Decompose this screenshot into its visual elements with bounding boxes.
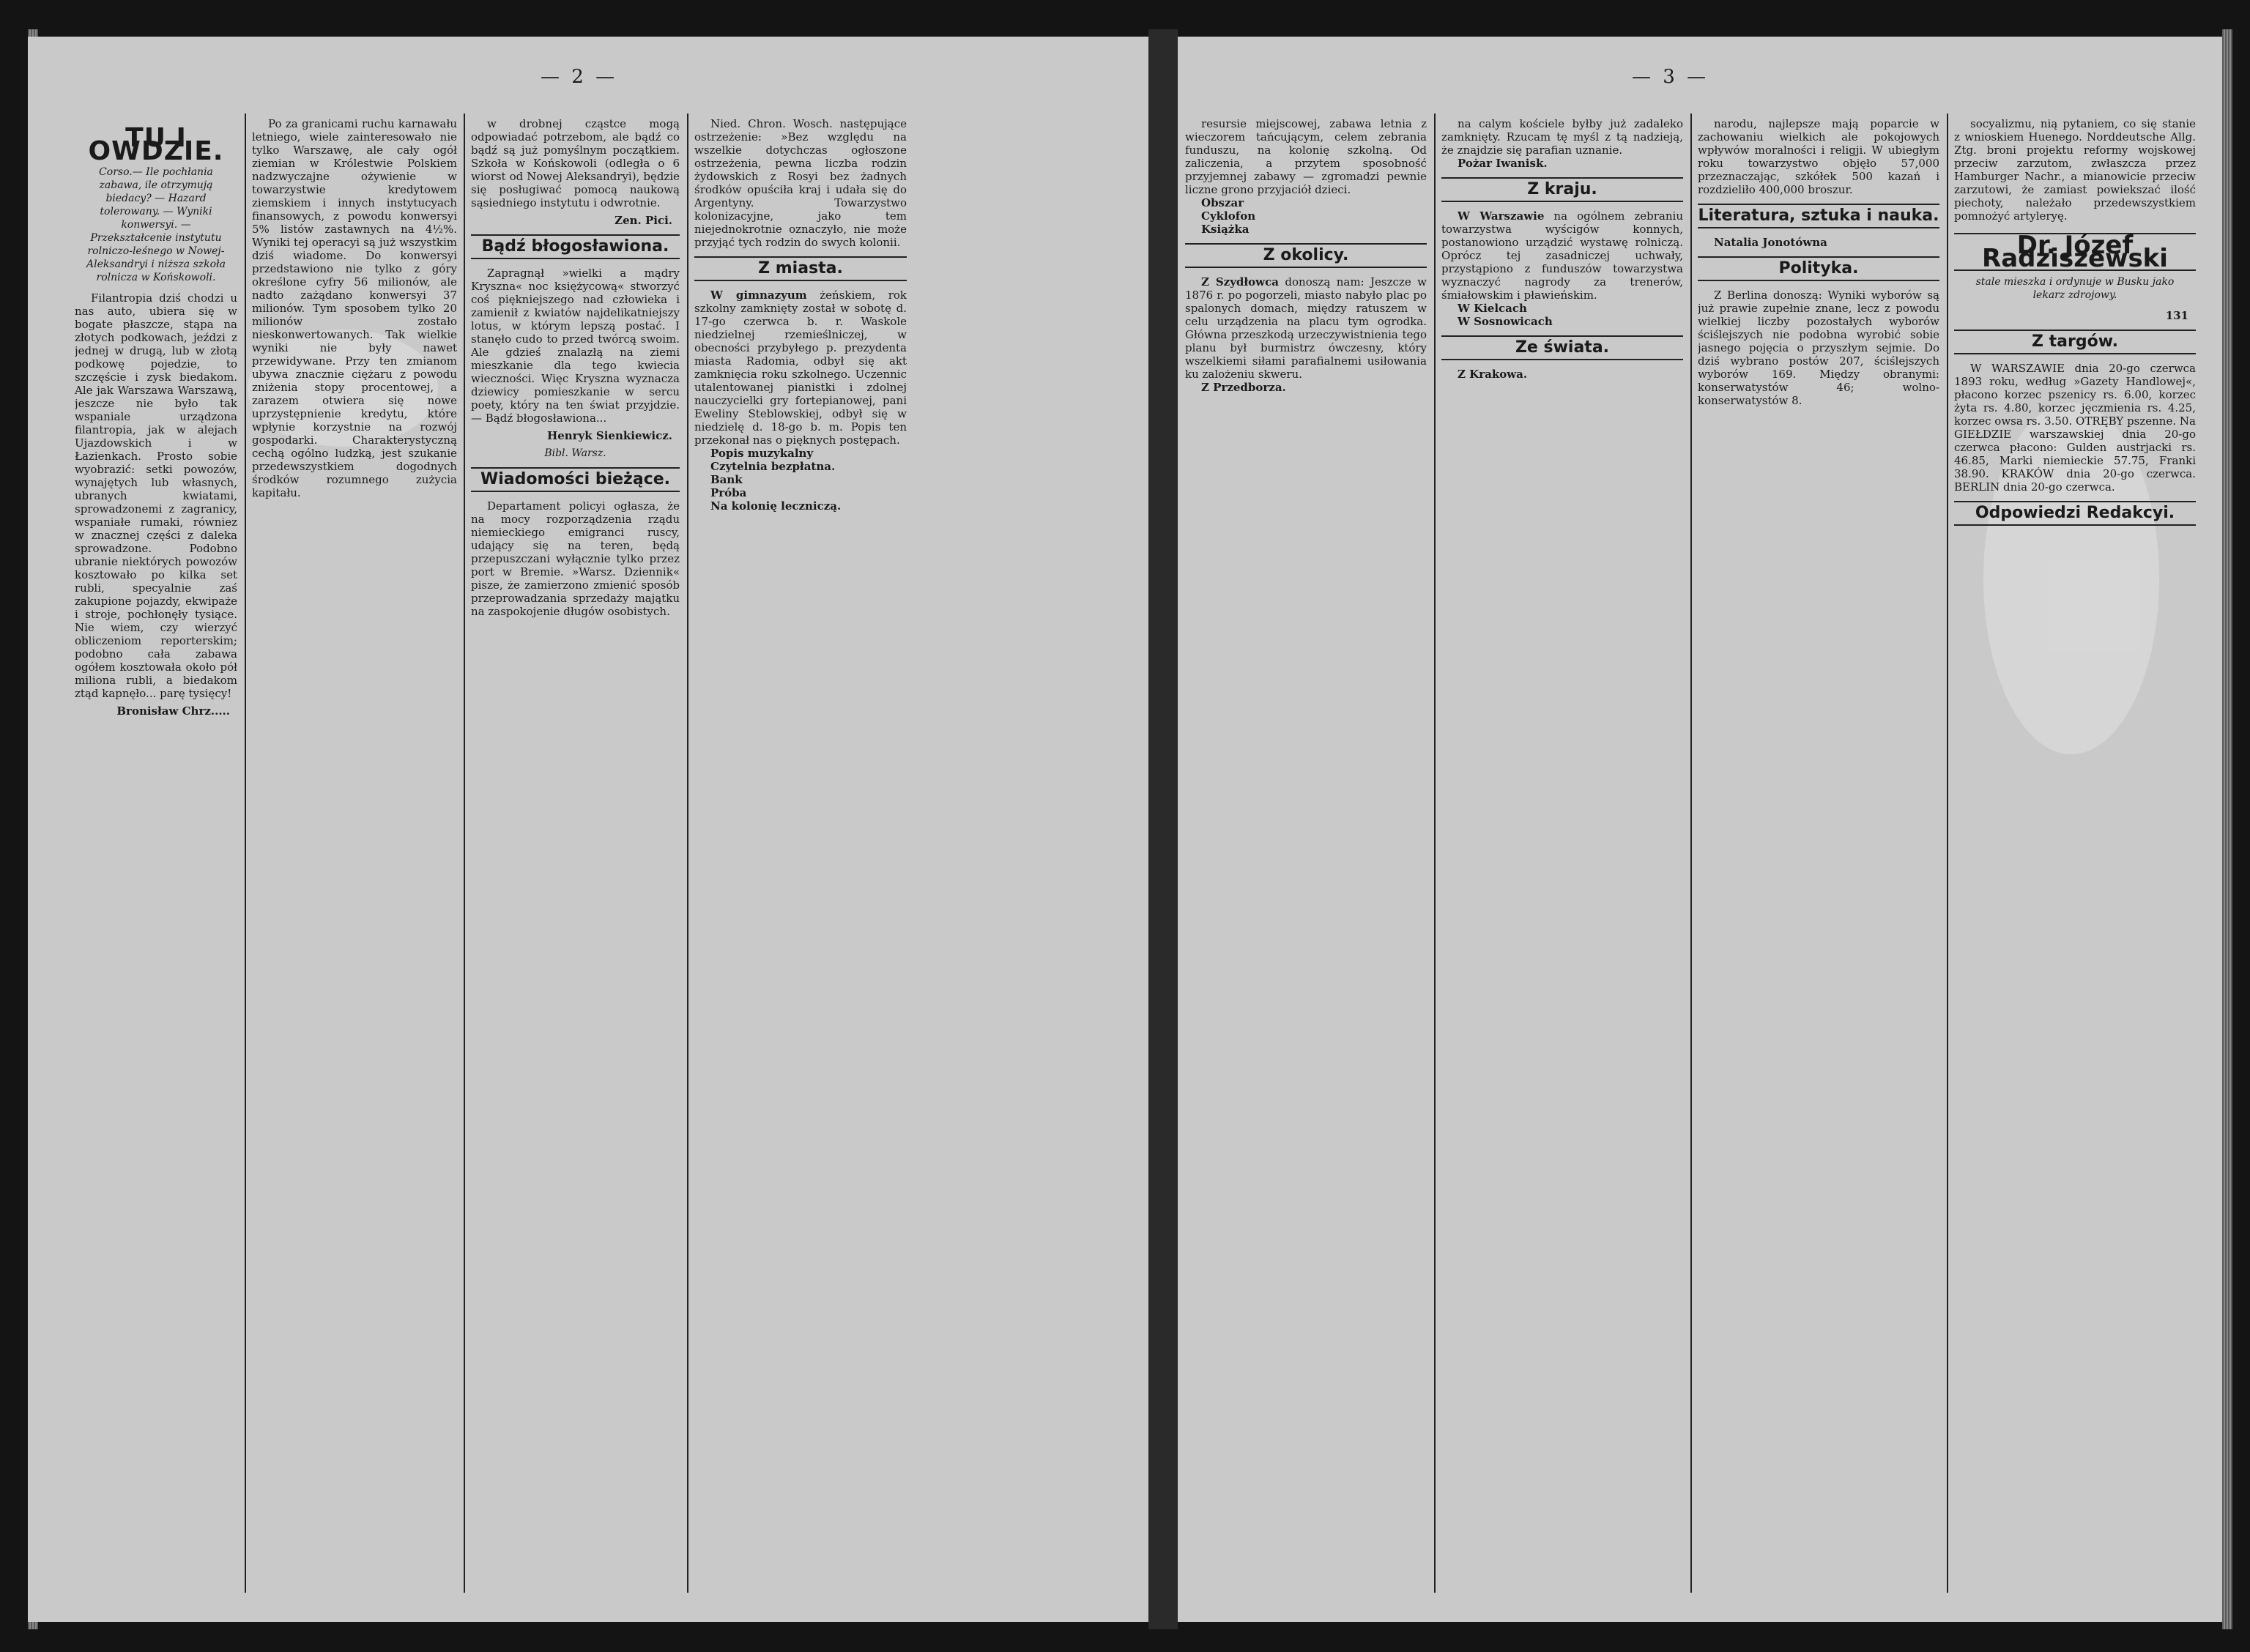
- lead-word: Czytelnia bezpłatna.: [710, 460, 836, 473]
- lead-word: Z Szydłowca: [1201, 275, 1279, 289]
- article-text: Nied. Chron. Wosch. następujące ostrzeżenie: »Bez względu na wszelkie dotychczas ogłoszone ostrzeżenia, pewna liczba rodzin żydowskich z Rosyi bez żadnych środków opuściła kraj i udała się do Argentyny. Towarzystwo kolonizacyjne, jako tem niejednokrotnie oznaczyło, nie może przyjąć tych rodzin do swych kolonii.: [694, 117, 907, 249]
- lead-word: W gimnazyum: [710, 289, 807, 302]
- author-signature: Henryk Sienkiewicz.: [547, 429, 672, 442]
- section-heading: Ze świata.: [1441, 335, 1683, 360]
- column-rule: [687, 114, 688, 1593]
- lead-word: Bank: [710, 473, 743, 486]
- column-4-right: [1954, 117, 2196, 1593]
- advertisement-title: Dr. Józef Radziszewski: [1954, 233, 2196, 271]
- section-heading: Wiadomości bieżące.: [471, 467, 680, 492]
- article-text: Z Berlina donoszą: Wyniki wyborów są już prawie zupełnie znane, lecz z powodu wielkiej liczby pozostałych wyborów ściślejszych nie podobna wyrobić sobie jasnego pojęcia o przyszłym sejmie. Do dziś wybrano postów 207, ściślejszych wyborów 169. Między obranymi: konserwatystów 46; wolno-konserwatystów 8.: [1698, 289, 1939, 407]
- article-text: donoszą nam: Jeszcze w 1876 r. po pogorzeli, miasto nabyło plac po spalonych domach, między ratuszem w celu urządzenia na placu tym ogrodka. Główna przeszkodą urzeczywistnienia tego planu był burmistrz ówczesny, który wszelkiemi siłami parafialnemi usiłowania ku zalożeniu skweru.: [1185, 275, 1427, 381]
- lead-word: Książka: [1201, 223, 1250, 236]
- article-text: Po za granicami ruchu karnawału letniego, wiele zainteresowało nie tylko Warszawę, ale cały ogół ziemian w Królestwie Polskiem nadzwyczajne ożywienie w towarzystwie kredytowem ziemskiem i innych instytucyach finansowych, z powodu konwersyi 5% listów zastawnych na 4½%. Wyniki tej operacyi są już wszystkim dziś wiadome. Do konwersyi przedstawiono nie tylko z góry określone cyfry 56 milionów, ale nadto zażądano konwersyi 37 milionów. Tym sposobem tylko 20 milionów zostało nieskonwertowanych. Tak wielkie wyniki nie były nawet przewidywane. Przy ten zmianom ubywa znacznie ciężaru z powodu zniżenia stopy procentowej, a zarazem otwiera się nowe uprzystępnienie kredytu, które wpłynie korzystnie na rozwój gospodarki. Charakterystyczną cechą ogólno ludzką, jest szukanie przedewszystkiem dogodnych środków rozumnego zużycia kapitału.: [252, 117, 457, 499]
- column-4-left: [694, 117, 907, 1593]
- lead-word: Próba: [710, 486, 747, 499]
- author-signature: Zen. Pici.: [615, 214, 672, 227]
- lead-word: Na kolonię leczniczą.: [710, 499, 842, 513]
- page-edge-right: [2222, 29, 2232, 1629]
- lead-word: W Kielcach: [1458, 302, 1527, 315]
- section-heading: Z okolicy.: [1185, 243, 1427, 268]
- column-3-right: [1698, 117, 1939, 1593]
- section-heading: Z targów.: [1954, 330, 2196, 354]
- page-number-right: — 3 —: [1632, 66, 1709, 88]
- column-3-left: [471, 117, 680, 1593]
- section-heading: Literatura, sztuka i nauka.: [1698, 204, 1939, 228]
- column-rule: [1690, 114, 1692, 1593]
- column-rule: [1434, 114, 1436, 1593]
- column-1-right: [1185, 117, 1427, 1593]
- column-1-left: [75, 117, 237, 1593]
- column-rule: [245, 114, 246, 1593]
- book-gutter: [1148, 29, 1178, 1629]
- newspaper-page-left: [28, 37, 1148, 1622]
- author-signature: Bronisław Chrz.....: [116, 704, 230, 718]
- section-heading: Z miasta.: [694, 256, 907, 281]
- lead-word: Popis muzykalny: [710, 447, 814, 460]
- section-heading: Bądź błogosławiona.: [471, 234, 680, 259]
- lead-word: Z Krakowa.: [1458, 368, 1528, 381]
- column-rule: [464, 114, 465, 1593]
- lead-word: Obszar: [1201, 196, 1244, 209]
- section-heading: Odpowiedzi Redakcyi.: [1954, 501, 2196, 526]
- article-text: na ogólnem zebraniu towarzystwa wyścigów konnych, postanowiono urządzić wystawę rolniczą. Oprócz tej zasadniczej uchwały, przystąpiono z funduszów towarzystwa wyznaczyć nagrody za trenerów, śmiałowskim i pławieńskim.: [1441, 209, 1683, 302]
- article-text: w drobnej cząstce mogą odpowiadać potrzebom, ale bądź co bądź są już pomyślnym początkiem. Szkoła w Końskowoli (odległa o 6 wiorst od Nowej Aleksandryi), będzie się posługiwać pomocą naukową sąsiedniego instytutu i odwrotnie.: [471, 117, 680, 209]
- article-text: Filantropia dziś chodzi u nas auto, ubiera się w bogate płaszcze, stąpa na złotych podkowach, jeździ z jednej w drugą, lub w złotą podkowę pojedzie, to szczęście i zysk biedakom. Ale jak Warszawa Warszawą, jeszcze nie było tak wspaniale urządzona filantropia, jak w alejach Ujazdowskich i w Łazienkach. Prosto sobie wyobrazić: setki powozów, wynajętych lub własnych, ubranych kwiatami, sprowadzonemi z zagranicy, wspaniałe rumaki, równiez w znacznej części z daleka sprowadzone. Podobno ubranie niektórych powozów kosztowało po kilka set rubli, specyalnie zaś zakupione pojazdy, ekwipaże i stroje, pochłonęły tysiące. Nie wiem, czy wierzyć obliczeniom reporterskim; podobno cała zabawa ogółem kosztowała około pół miliona rubli, a biedakom ztąd kapnęło... parę tysięcy!: [75, 291, 237, 700]
- article-text: socyalizmu, nią pytaniem, co się stanie z wnioskiem Huenego. Norddeutsche Allg. Ztg. broni projektu reformy wojskowej przeciw zarzutom, zwłaszcza przez Hamburger Nachr., a mianowicie przeciw zarzutowi, że zamiast powiekszać ilość piechoty, należało przedewszystkiem pomnożyć artyleryę.: [1954, 117, 2196, 223]
- market-report: W WARSZAWIE dnia 20-go czerwca 1893 roku, według »Gazety Handlowej«, płacono korzec pszenicy rs. 6.00, korzec żyta rs. 4.80, korzec jęczmienia rs. 4.25, korzec owsa rs. 3.50. OTRĘBY pszenne. Na GIEŁDZIE warszawskiej dnia 20-go czerwca płacono: Gulden austrjacki rs. 46.85, Marki niemieckie 57.75, Franki 38.90. KRAKÓW dnia 20-go czerwca. BERLIN dnia 20-go czerwca.: [1954, 362, 2196, 494]
- article-text: narodu, najlepsze mają poparcie w zachowaniu wielkich ale pokojowych wpływów moralności i religji. W ubiegłym roku towarzystwo objęło 57,000 przeznaczając, szkółek 500 kazań i rozdzieliło 400,000 broszur.: [1698, 117, 1939, 196]
- column-heading: TU I OWDZIE.: [88, 123, 224, 166]
- advertisement-number: 131: [2165, 309, 2188, 322]
- newspaper-page-right: [1178, 37, 2232, 1622]
- lead-word: Pożar Iwanisk.: [1458, 157, 1548, 170]
- advertisement-text: stale mieszka i ordynuje w Busku jako lekarz zdrojowy.: [1975, 276, 2175, 301]
- lead-word: Natalia Jonotówna: [1714, 236, 1827, 249]
- lead-word: W Sosnowicach: [1458, 315, 1553, 328]
- page-number-left: — 2 —: [541, 66, 618, 88]
- column-2-left: [252, 117, 457, 1593]
- section-heading: Polityka.: [1698, 256, 1939, 281]
- source-label: Bibl. Warsz.: [544, 447, 606, 459]
- news-text: Departament policyi ogłasza, że na mocy rozporządzenia rządu niemieckiego emigranci ruscy, udający się na teren, będą przepuszczani wyłącznie tylko przez port w Bremie. »Warsz. Dziennik« pisze, że zamierzono zmienić sposób przeprowadzania sprzedaży majątku na zaspokojenie długów osobistych.: [471, 499, 680, 618]
- section-heading: Z kraju.: [1441, 177, 1683, 202]
- article-text: żeńskiem, rok szkolny zamknięty został w sobotę d. 17-go czerwca b. r. Waskole niedzielnej rzemieślniczej, w obecności przybyłego p. prezydenta miasta Radomia, odbył się akt zamknięcia roku szkolnego. Uczennic utalentowanej pianistki i zdolnej nauczycielki gry fortepianowej, pani Eweliny Steblowskiej, odbył się w niedzielę d. 18-go b. m. Popis ten przekonał nas o pięknych postępach.: [694, 289, 907, 447]
- poem-text: Zapragnął »wielki a mądry Kryszna« noc księżycową« stworzyć coś piękniejszego nad człowieka i zamienił z kwiatów najdelikatniejszy lotus, w którym lepszą postać. I stanęło cudo to przed twórcą swoim. Ale gdzieś znalazłą na ziemi mieszkanie dla tego kwiecia wieczności. Więc Kryszna wyznacza dziewicy pomieszkanie w sercu poety, który na ten świat przyjdzie. — Bądź błogosławiona...: [471, 267, 680, 425]
- lead-word: Cyklofon: [1201, 209, 1256, 223]
- column-subheading: Corso.— Ile pochłania zabawa, ile otrzymują biedacy? — Hazard tolerowany. — Wyniki konwersyi. — Przekształcenie instytutu rolniczo-leśnego w Nowej-Aleksandryi i niższa szkoła rolnicza w Końskowoli.: [86, 166, 226, 283]
- column-2-right: [1441, 117, 1683, 1593]
- article-text: resursie miejscowej, zabawa letnia z wieczorem tańcującym, celem zebrania funduszu, na kolonię szkolną. Od zaliczenia, a przytem sposobność przyjemnej zabawy — zgromadzi pewnie liczne grono przyjaciół dzieci.: [1185, 117, 1427, 196]
- article-text: na calym kościele byłby już zadaleko zamknięty. Rzucam tę myśl z tą nadzieją, że znajdzie się parafian uznanie.: [1441, 117, 1683, 157]
- lead-word: W Warszawie: [1458, 209, 1545, 223]
- lead-word: Z Przedborza.: [1201, 381, 1286, 394]
- column-rule: [1947, 114, 1948, 1593]
